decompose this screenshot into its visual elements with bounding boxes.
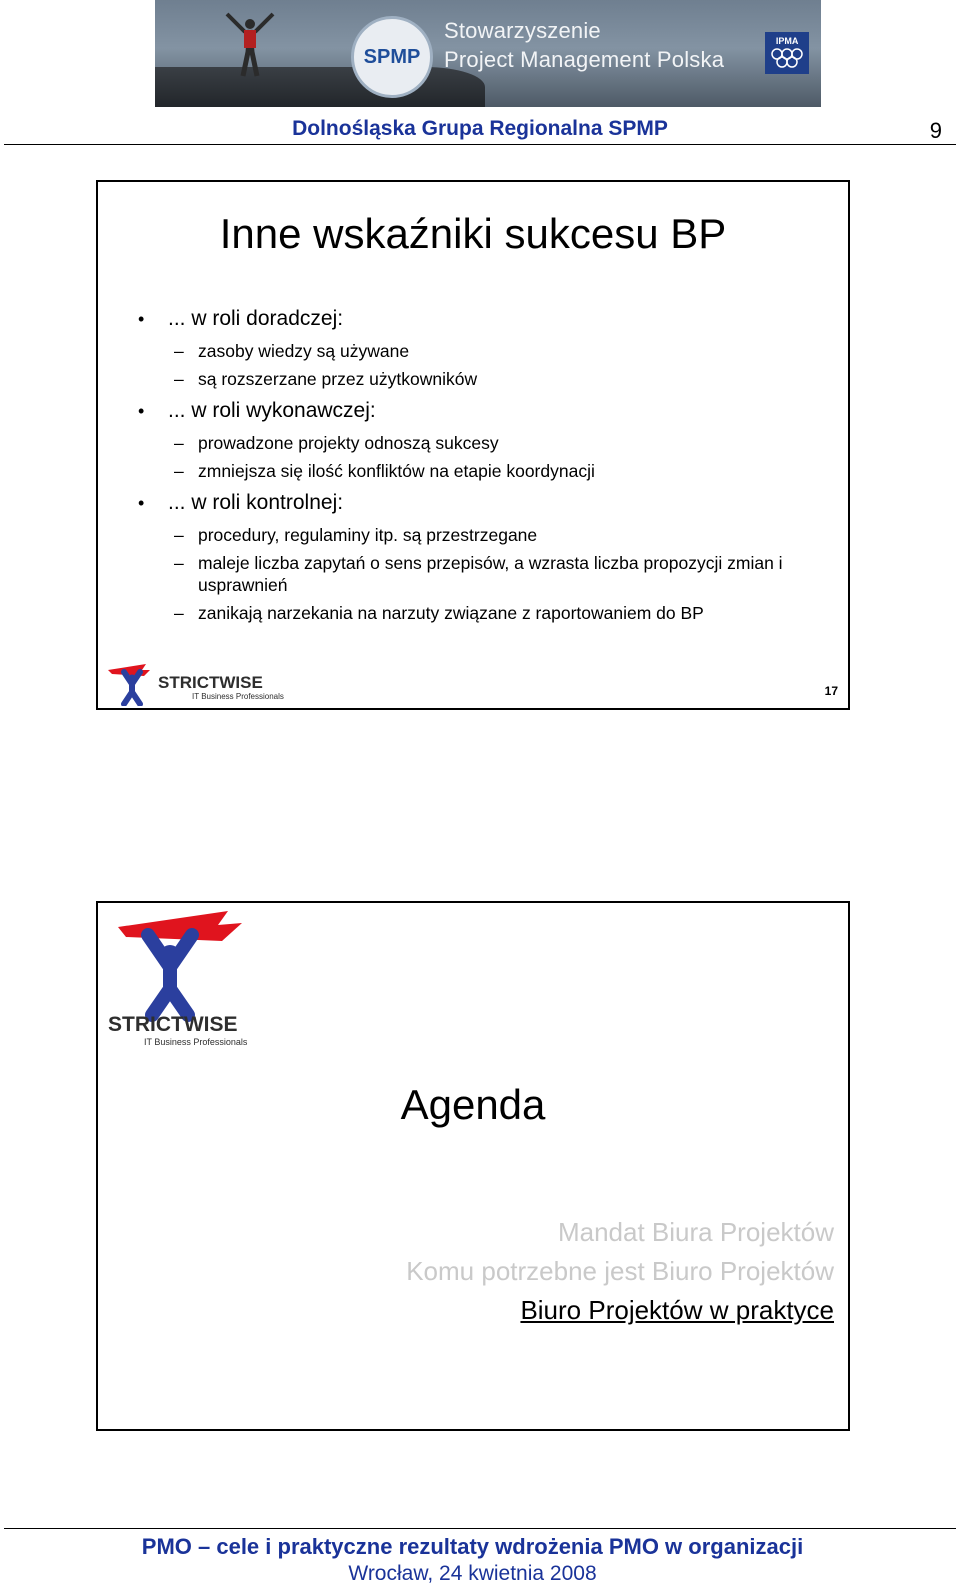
agenda-item: Komu potrzebne jest Biuro Projektów (406, 1256, 834, 1286)
sub-bullet-text: procedury, regulaminy itp. są przestrzegane (198, 525, 538, 545)
page-number: 9 (929, 118, 942, 143)
bullet-marker: • (138, 309, 145, 329)
bullet-marker: • (138, 493, 145, 513)
dash-marker: – (174, 553, 184, 573)
logo-name-text: STRICTWISE (108, 1013, 238, 1036)
bullet-item (138, 304, 828, 334)
footer-subtitle: Wrocław, 24 kwietnia 2008 (348, 1562, 597, 1585)
bullet-marker: • (138, 401, 145, 421)
footer-divider (4, 1528, 956, 1529)
sub-bullet-item (138, 432, 828, 454)
sub-bullet-item (138, 552, 828, 596)
spmp-seal-text: SPMP (363, 45, 421, 68)
sub-bullet-text: zasoby wiedzy są używane (198, 341, 410, 361)
logo-tagline-text: IT Business Professionals (192, 692, 284, 701)
slide-17 (96, 180, 850, 710)
person-arms-raised-icon (215, 8, 285, 78)
organization-name-line1: Stowarzyszenie (444, 18, 601, 43)
dash-marker: – (174, 461, 184, 481)
dash-marker: – (174, 369, 184, 389)
slide-number: 17 (824, 684, 838, 698)
banner-rocks (155, 67, 485, 107)
sub-bullet-text: są rozszerzane przez użytkowników (198, 369, 478, 389)
bullet-item (138, 396, 828, 426)
strictwise-logo (106, 660, 296, 706)
organization-name-line2: Project Management Polska (444, 47, 725, 72)
agenda-list (406, 1213, 834, 1330)
agenda-item-active: Biuro Projektów w praktyce (520, 1295, 834, 1325)
ipma-rings-icon (770, 47, 804, 69)
bullet-text: ... w roli doradczej: (168, 307, 344, 330)
sub-bullet-item (138, 368, 828, 390)
slide-agenda (96, 901, 850, 1431)
sub-bullet-text: maleje liczba zapytań o sens przepisów, a wzrasta liczba propozycji zmian i usprawnień (198, 553, 783, 595)
bullet-text: ... w roli wykonawczej: (168, 399, 376, 422)
strictwise-logo (108, 909, 258, 1049)
dash-marker: – (174, 525, 184, 545)
agenda-item: Mandat Biura Projektów (557, 1217, 834, 1247)
dash-marker: – (174, 433, 184, 453)
sub-bullet-text: zanikają narzekania na narzuty związane z raportowaniem do BP (198, 603, 704, 623)
sub-bullet-item (138, 460, 828, 482)
logo-tagline-text: IT Business Professionals (144, 1037, 248, 1047)
slide-title: Agenda (400, 1081, 546, 1128)
spmp-seal (351, 16, 433, 98)
bullet-text: ... w roli kontrolnej: (168, 491, 344, 514)
header-divider (4, 144, 956, 145)
sub-bullet-item (138, 524, 828, 546)
dash-marker: – (174, 341, 184, 361)
header-banner (155, 0, 821, 107)
sub-bullet-text: zmniejsza się ilość konfliktów na etapie koordynacji (198, 461, 595, 481)
slide-title: Inne wskaźniki sukcesu BP (219, 210, 727, 257)
ipma-logo-text: IPMA (775, 36, 799, 46)
logo-name-text: STRICTWISE (158, 673, 263, 692)
sub-bullet-item (138, 602, 828, 624)
footer-title: PMO – cele i praktyczne rezultaty wdrożenia PMO w organizacji (141, 1534, 804, 1559)
header-title: Dolnośląska Grupa Regionalna SPMP (292, 117, 668, 140)
bullet-list (138, 304, 828, 624)
sub-bullet-item (138, 340, 828, 362)
bullet-item (138, 488, 828, 518)
ipma-logo (765, 32, 809, 74)
sub-bullet-text: prowadzone projekty odnoszą sukcesy (198, 433, 499, 453)
dash-marker: – (174, 603, 184, 623)
